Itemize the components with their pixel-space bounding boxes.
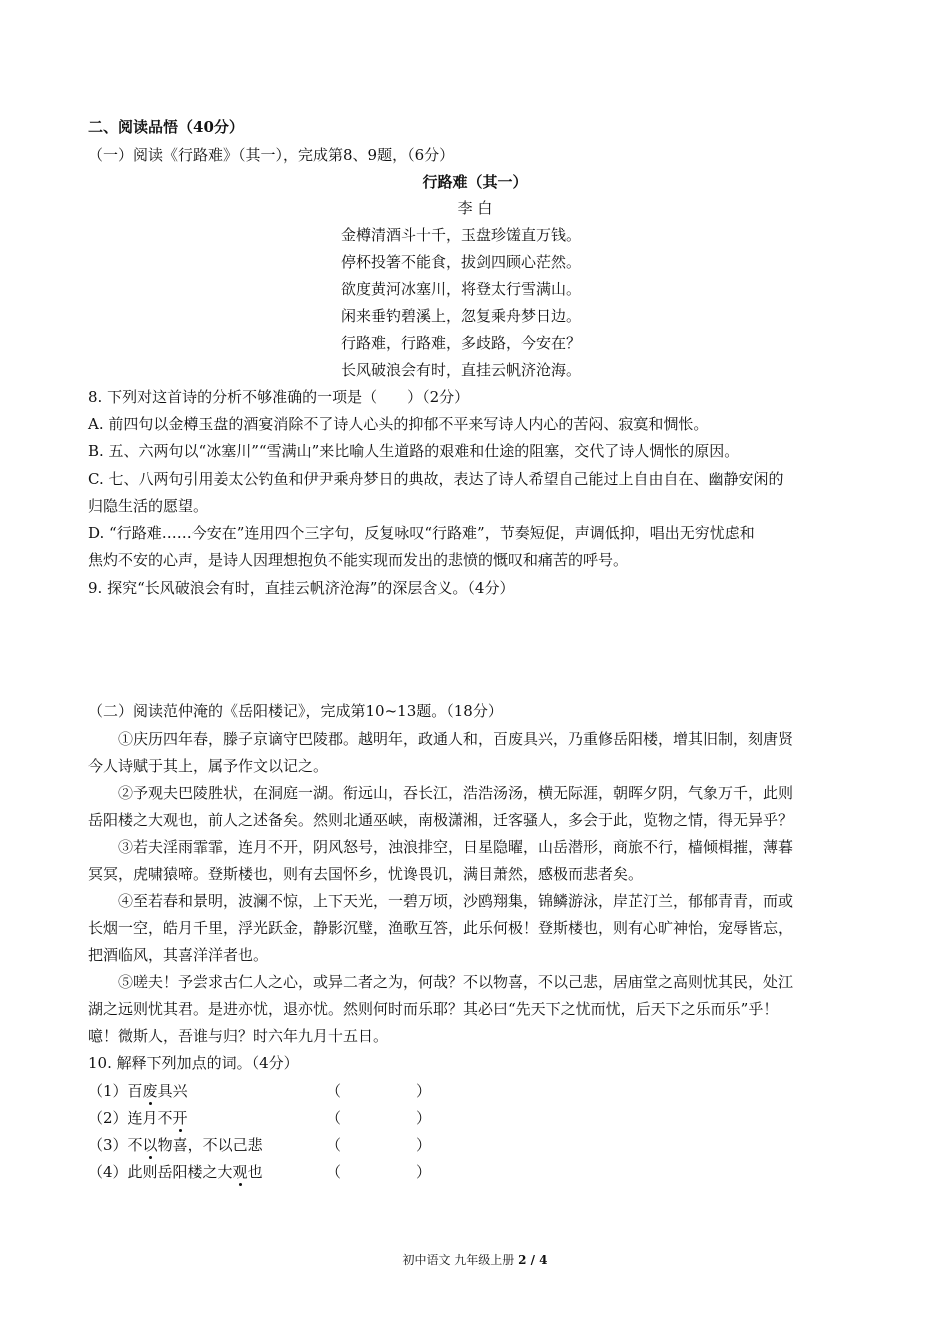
poem-title: 行路难（其一） [422, 173, 528, 191]
q10-item-text: （2）连月不 [88, 1109, 173, 1127]
q10-item-text: 物喜，不以己悲 [157, 1136, 263, 1154]
dotted-char: 废 [142, 1082, 158, 1100]
poem-line: 闲来垂钓碧溪上，忽复乘舟梦日边。 [341, 307, 582, 325]
q10-item-text: 也 [247, 1163, 263, 1181]
q10-item [88, 1108, 188, 1128]
poem-line: 行路难，行路难，多歧路，今安在？ [341, 334, 582, 352]
q10-item [88, 1081, 188, 1101]
passage-para-3: ③若夫淫雨霏霏，连月不开，阴风怒号，浊浪排空，日星隐曜，山岳潜形，商旅不行，樯倾楫摧，薄暮 [118, 838, 794, 856]
passage-para-4-cont: 长烟一空，皓月千里，浮光跃金，静影沉璧，渔歌互答，此乐何极！登斯楼也，则有心旷神怡，宠辱皆忘， [88, 919, 794, 937]
q10-item-text: 具兴 [157, 1082, 188, 1100]
passage-para-5-cont: 湖之远则忧其君。是进亦忧，退亦忧。然则何时而乐耶？其必曰“先天下之忧而忧，后天下之乐而乐”乎！ [88, 1000, 779, 1018]
passage-para-1-cont: 今人诗赋于其上，属予作文以记之。 [88, 757, 329, 775]
q8-option-a: A. 前四句以金樽玉盘的酒宴消除不了诗人心头的抑郁不平来写诗人内心的苦闷、寂寞和惆怅。 [88, 415, 709, 433]
poem-line: 长风破浪会有时，直挂云帆济沧海。 [341, 361, 582, 379]
answer-blank: （ ） [326, 1163, 432, 1181]
poem-line: 金樽清酒斗十千，玉盘珍馐直万钱。 [341, 226, 582, 244]
part2-intro: （二）阅读范仲淹的《岳阳楼记》，完成第10~13题。（18分） [88, 702, 503, 720]
q8-option-d: D. “行路难……今安在”连用四个三字句，反复咏叹“行路难”，节奏短促，声调低抑，唱出无穷忧虑和 [88, 524, 755, 542]
dotted-char: 以 [142, 1136, 158, 1154]
question-10: 10. 解释下列加点的词。（4分） [88, 1054, 299, 1072]
answer-blank: （ ） [326, 1109, 432, 1127]
part1-intro: （一）阅读《行路难》（其一），完成第8、9题，（6分） [88, 146, 455, 164]
passage-para-3-cont: 冥冥，虎啸猿啼。登斯楼也，则有去国怀乡，忧谗畏讥，满目萧然，感极而悲者矣。 [88, 865, 644, 883]
q8-option-b: B. 五、六两句以“冰塞川”“雪满山”来比喻人生道路的艰难和仕途的阻塞，交代了诗人惆怅的原因。 [88, 442, 740, 460]
q10-item [88, 1135, 263, 1155]
passage-para-4: ④至若春和景明，波澜不惊，上下天光，一碧万顷，沙鸥翔集，锦鳞游泳，岸芷汀兰，郁郁青青，而或 [118, 892, 794, 910]
passage-para-1: ①庆历四年春，滕子京谪守巴陵郡。越明年，政通人和，百废具兴，乃重修岳阳楼，增其旧制，刻唐贤 [118, 730, 794, 748]
footer-text: 初中语文 九年级上册 [402, 1253, 519, 1267]
q8-option-c: C. 七、八两句引用姜太公钓鱼和伊尹乘舟梦日的典故，表达了诗人希望自己能过上自由自在、幽静安闲的 [88, 470, 784, 488]
passage-para-5: ⑤嗟夫！予尝求古仁人之心，或异二者之为，何哉？不以物喜，不以己悲，居庙堂之高则忧其民，处江 [118, 973, 794, 991]
question-8: 8. 下列对这首诗的分析不够准确的一项是（ ）（2分） [88, 388, 470, 406]
q10-item-text: （4）此则岳阳楼之大 [88, 1163, 233, 1181]
answer-blank: （ ） [326, 1082, 432, 1100]
dotted-char: 开 [172, 1109, 188, 1127]
passage-para-4-cont: 把酒临风，其喜洋洋者也。 [88, 946, 269, 964]
q8-option-c-cont: 归隐生活的愿望。 [88, 497, 209, 515]
poem-line: 停杯投箸不能食，拔剑四顾心茫然。 [341, 253, 582, 271]
q8-option-d-cont: 焦灼不安的心声，是诗人因理想抱负不能实现而发出的悲愤的慨叹和痛苦的呼号。 [88, 551, 629, 569]
q10-item [88, 1162, 263, 1182]
poem-author: 李 白 [457, 199, 493, 217]
dotted-char: 观 [232, 1163, 248, 1181]
question-9: 9. 探究“长风破浪会有时，直挂云帆济沧海”的深层含义。（4分） [88, 579, 515, 597]
poem-line: 欲度黄河冰塞川，将登太行雪满山。 [341, 280, 582, 298]
q10-item-text: （1）百 [88, 1082, 143, 1100]
answer-blank: （ ） [326, 1136, 432, 1154]
page-footer [0, 1251, 950, 1268]
passage-para-2: ②予观夫巴陵胜状，在洞庭一湖。衔远山，吞长江，浩浩汤汤，横无际涯，朝晖夕阴，气象万千，此则 [118, 784, 794, 802]
passage-para-2-cont: 岳阳楼之大观也，前人之述备矣。然则北通巫峡，南极潇湘，迁客骚人，多会于此，览物之情，得无异乎？ [88, 811, 794, 829]
section-title: 二、阅读品悟（40分） [88, 118, 244, 136]
q10-item-text: （3）不 [88, 1136, 143, 1154]
passage-para-5-cont: 噫！微斯人，吾谁与归？时六年九月十五日。 [88, 1027, 389, 1045]
page-number: 2 / 4 [518, 1253, 548, 1267]
